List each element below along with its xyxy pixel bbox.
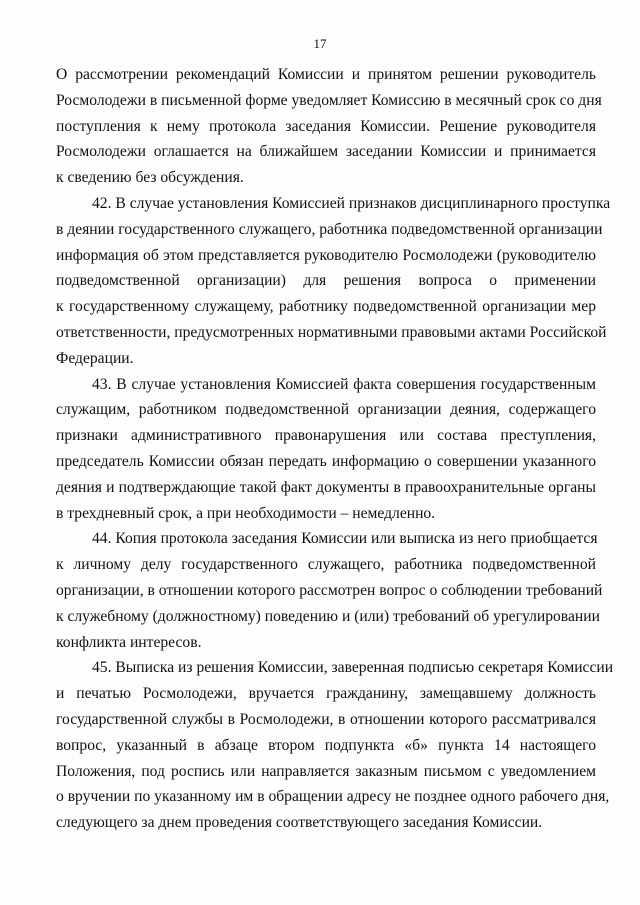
document-body <box>56 62 614 836</box>
text-line: Положения, под роспись или направляется заказным письмом с уведомлением <box>56 762 596 780</box>
text-line: в трехдневный срок, а при необходимости – немедленно. <box>56 504 436 522</box>
text-line: к служебному (должностному) поведению и (или) требований об урегулировании <box>56 607 600 625</box>
text-line: 45. Выписка из решения Комиссии, заверенная подписью секретаря Комиссии <box>92 659 614 677</box>
text-line: и печатью Росмолодежи, вручается гражданину, замещавшему должность <box>56 685 596 703</box>
paragraph-43 <box>56 372 596 527</box>
text-line: признаки административного правонарушения или состава преступления, <box>56 427 596 445</box>
text-line: к сведению без обсуждения. <box>56 169 244 187</box>
text-line: служащим, работником подведомственной организации деяния, содержащего <box>56 401 596 419</box>
paragraph-44 <box>56 526 603 655</box>
text-line: 43. В случае установления Комиссией факта совершения государственным <box>92 375 596 393</box>
text-line: Росмолодежи оглашается на ближайшем заседании Комиссии и принимается <box>56 143 596 161</box>
text-line: 42. В случае установления Комиссией признаков дисциплинарного проступка <box>92 194 611 212</box>
text-line: ответственности, предусмотренных нормативными правовыми актами Российской <box>56 323 607 341</box>
text-line: к личному делу государственного служащего, работника подведомственной <box>56 556 596 574</box>
text-line: о вручении по указанному им в обращении адресу не позднее одного рабочего дня, <box>56 788 610 806</box>
text-line: О рассмотрении рекомендаций Комиссии и принятом решении руководитель <box>56 66 596 83</box>
paragraph-recommendations <box>56 62 602 191</box>
text-line: поступления к нему протокола заседания Комиссии. Решение руководителя <box>56 117 596 135</box>
text-line: Росмолодежи в письменной форме уведомляет Комиссию в месячный срок со дня <box>56 91 602 109</box>
text-line: организации, в отношении которого рассмотрен вопрос о соблюдении требований <box>56 581 603 599</box>
text-line: к государственному служащему, работнику подведомственной организации мер <box>56 298 596 316</box>
text-line: государственной службы в Росмолодежи, в отношении которого рассматривался <box>56 710 596 728</box>
text-line: информация об этом представляется руководителю Росмолодежи (руководителю <box>56 246 596 264</box>
text-line: конфликта интересов. <box>56 633 202 651</box>
text-line: подведомственной организации) для решения вопроса о применении <box>56 272 596 290</box>
paragraph-45 <box>56 655 614 836</box>
text-line: 44. Копия протокола заседания Комиссии или выписка из него приобщается <box>92 530 598 548</box>
page-number: 17 <box>313 36 327 51</box>
text-line: в деянии государственного служащего, работника подведомственной организации <box>56 220 603 238</box>
text-line: Федерации. <box>56 349 134 367</box>
text-line: вопрос, указанный в абзаце втором подпункта «б» пункта 14 настоящего <box>56 736 596 754</box>
text-line: председатель Комиссии обязан передать информацию о совершении указанного <box>56 452 596 470</box>
paragraph-42 <box>56 191 611 372</box>
text-line: деяния и подтверждающие такой факт документы в правоохранительные органы <box>56 478 596 496</box>
text-line: следующего за днем проведения соответствующего заседания Комиссии. <box>56 814 543 832</box>
